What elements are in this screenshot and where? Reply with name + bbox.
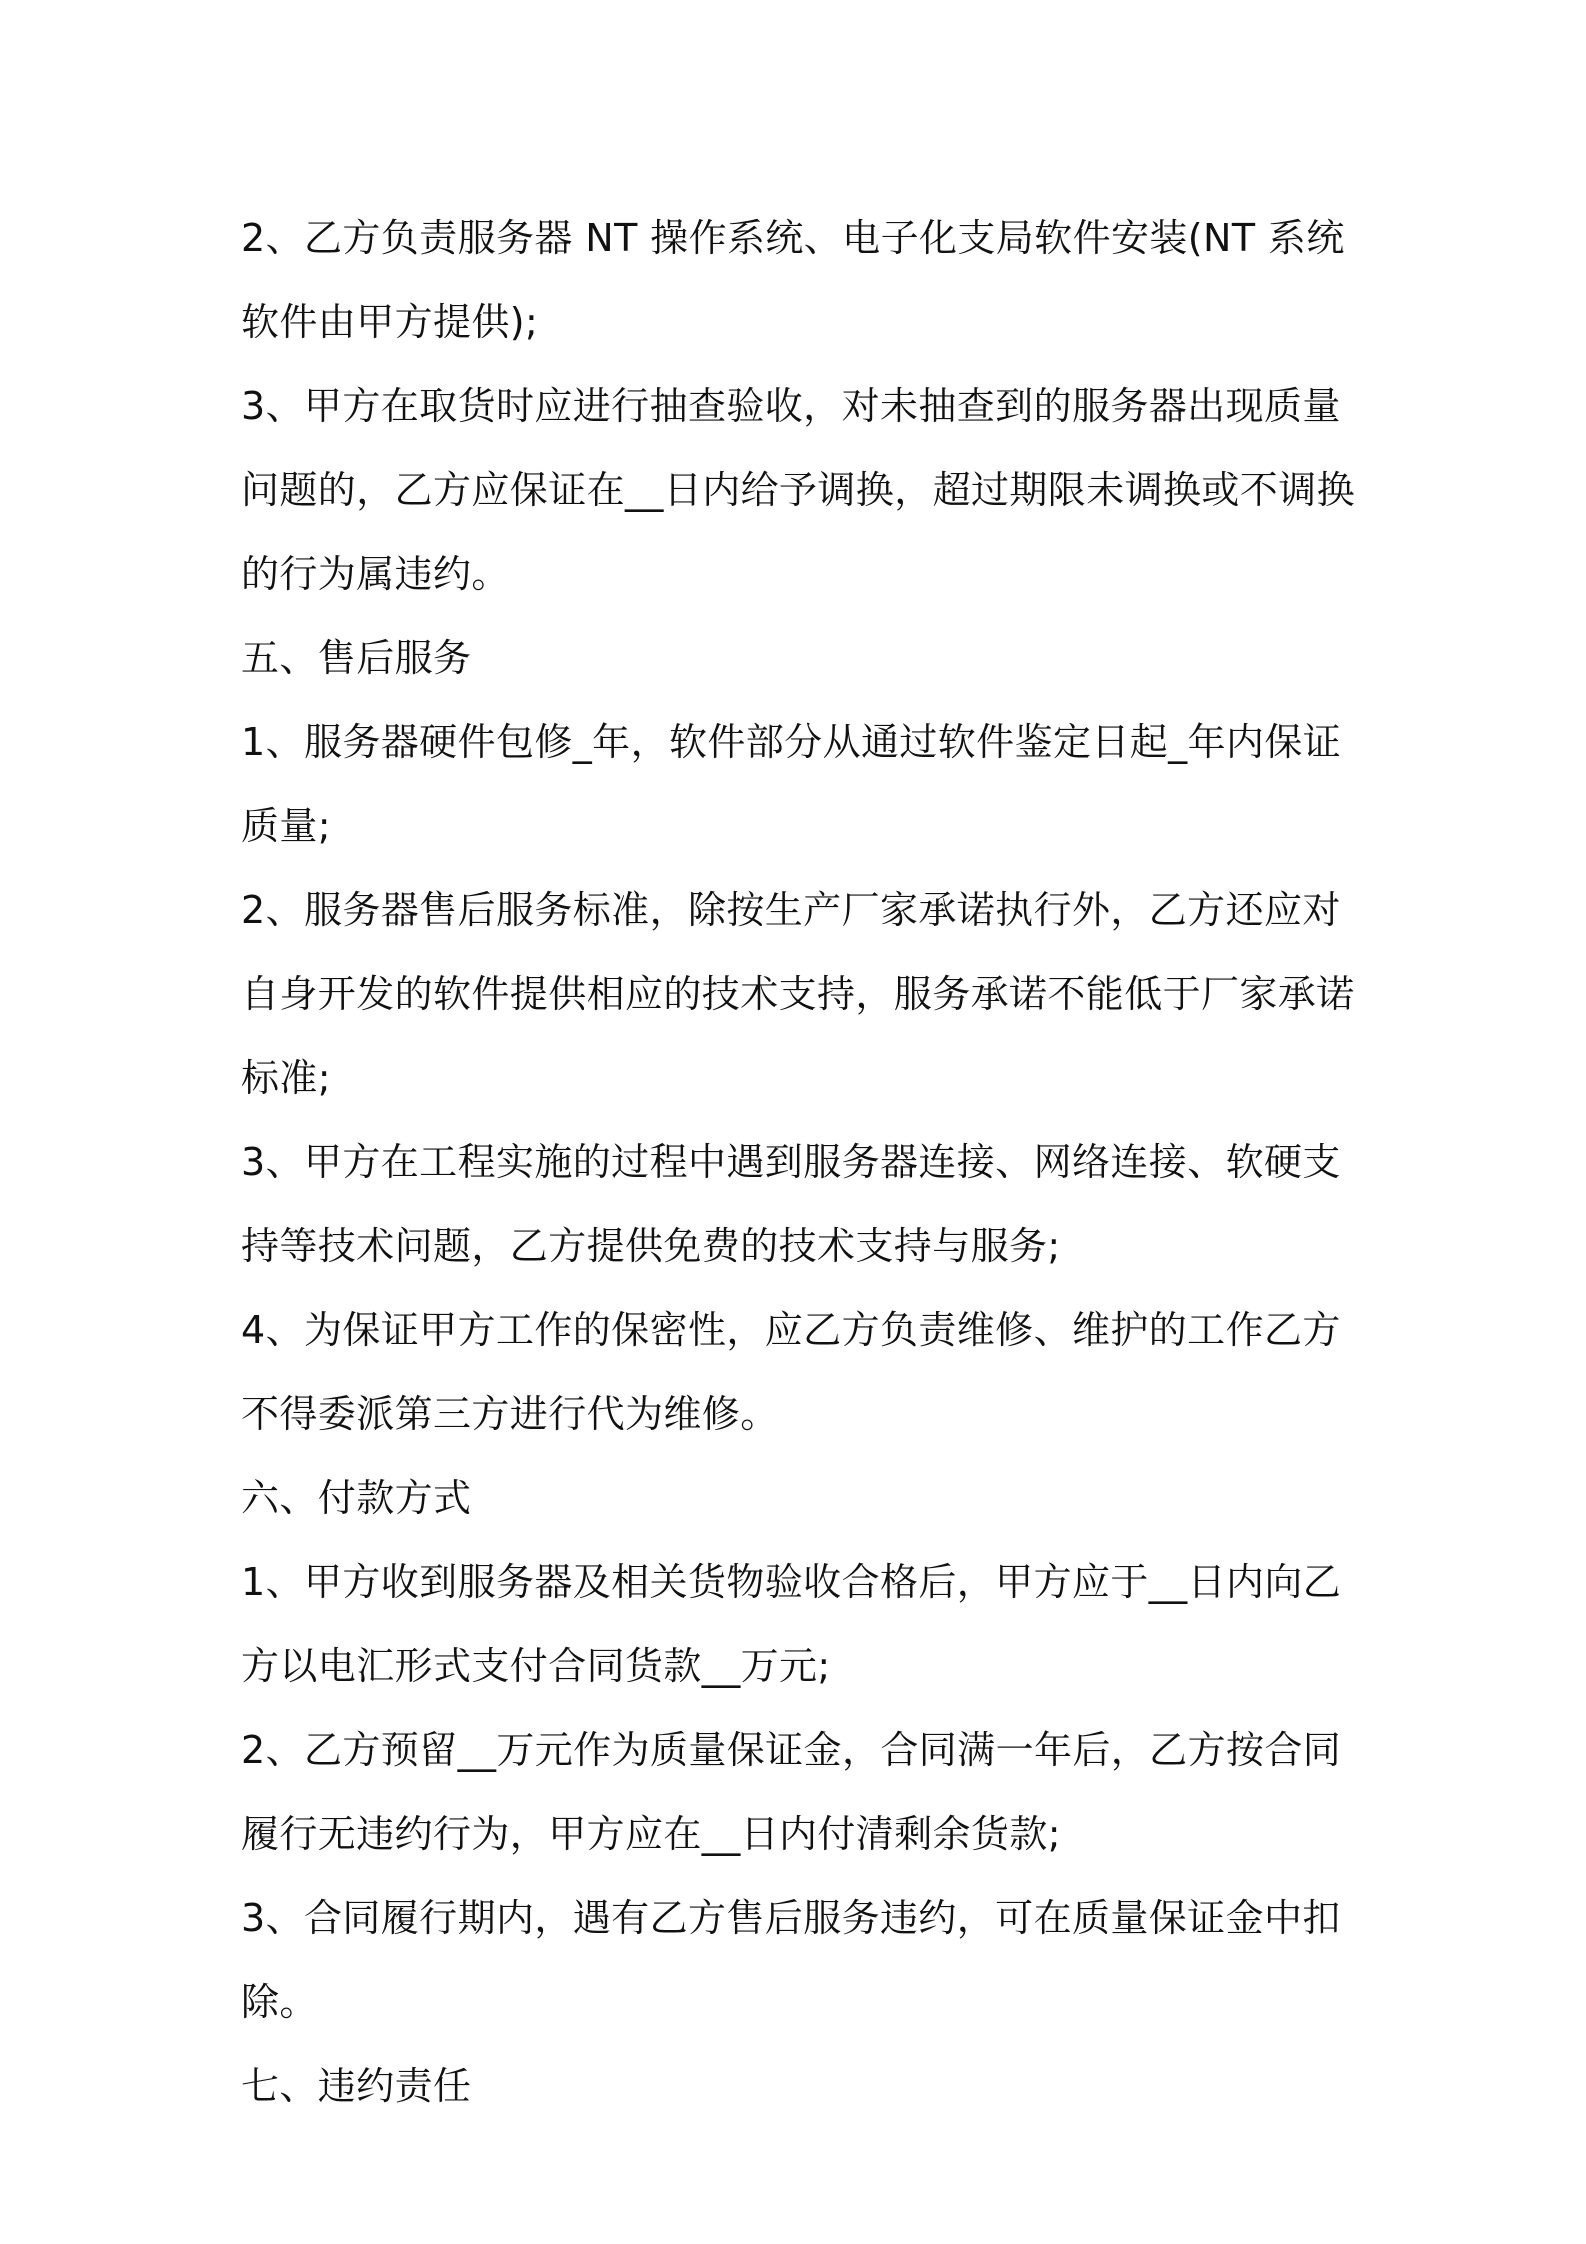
clause-paragraph: 2、乙方负责服务器 NT 操作系统、电子化支局软件安装(NT 系统软件由甲方提供);: [241, 216, 1345, 344]
clause-paragraph: 4、为保证甲方工作的保密性，应乙方负责维修、维护的工作乙方不得委派第三方进行代为维修。: [241, 1308, 1341, 1436]
clause-paragraph: 2、服务器售后服务标准，除按生产厂家承诺执行外，乙方还应对自身开发的软件提供相应的技术支持，服务承诺不能低于厂家承诺标准;: [241, 888, 1355, 1100]
section-heading: 五、售后服务: [241, 636, 472, 680]
clause-paragraph: 3、甲方在取货时应进行抽查验收，对未抽查到的服务器出现质量问题的，乙方应保证在__日内给予调换，超过期限未调换或不调换的行为属违约。: [241, 384, 1356, 596]
clause-paragraph: 1、甲方收到服务器及相关货物验收合格后，甲方应于__日内向乙方以电汇形式支付合同货款__万元;: [241, 1560, 1342, 1688]
document-body: [241, 196, 1366, 2128]
section-heading: 七、违约责任: [241, 2064, 472, 2108]
clause-paragraph: 2、乙方预留__万元作为质量保证金，合同满一年后，乙方按合同履行无违约行为，甲方应在__日内付清剩余货款;: [241, 1728, 1342, 1856]
clause-paragraph: 1、服务器硬件包修_年，软件部分从通过软件鉴定日起_年内保证质量;: [241, 720, 1342, 848]
clause-paragraph: 3、合同履行期内，遇有乙方售后服务违约，可在质量保证金中扣除。: [241, 1896, 1341, 2024]
clause-paragraph: 3、甲方在工程实施的过程中遇到服务器连接、网络连接、软硬支持等技术问题，乙方提供免费的技术支持与服务;: [241, 1140, 1341, 1268]
section-heading: 六、付款方式: [241, 1476, 472, 1520]
